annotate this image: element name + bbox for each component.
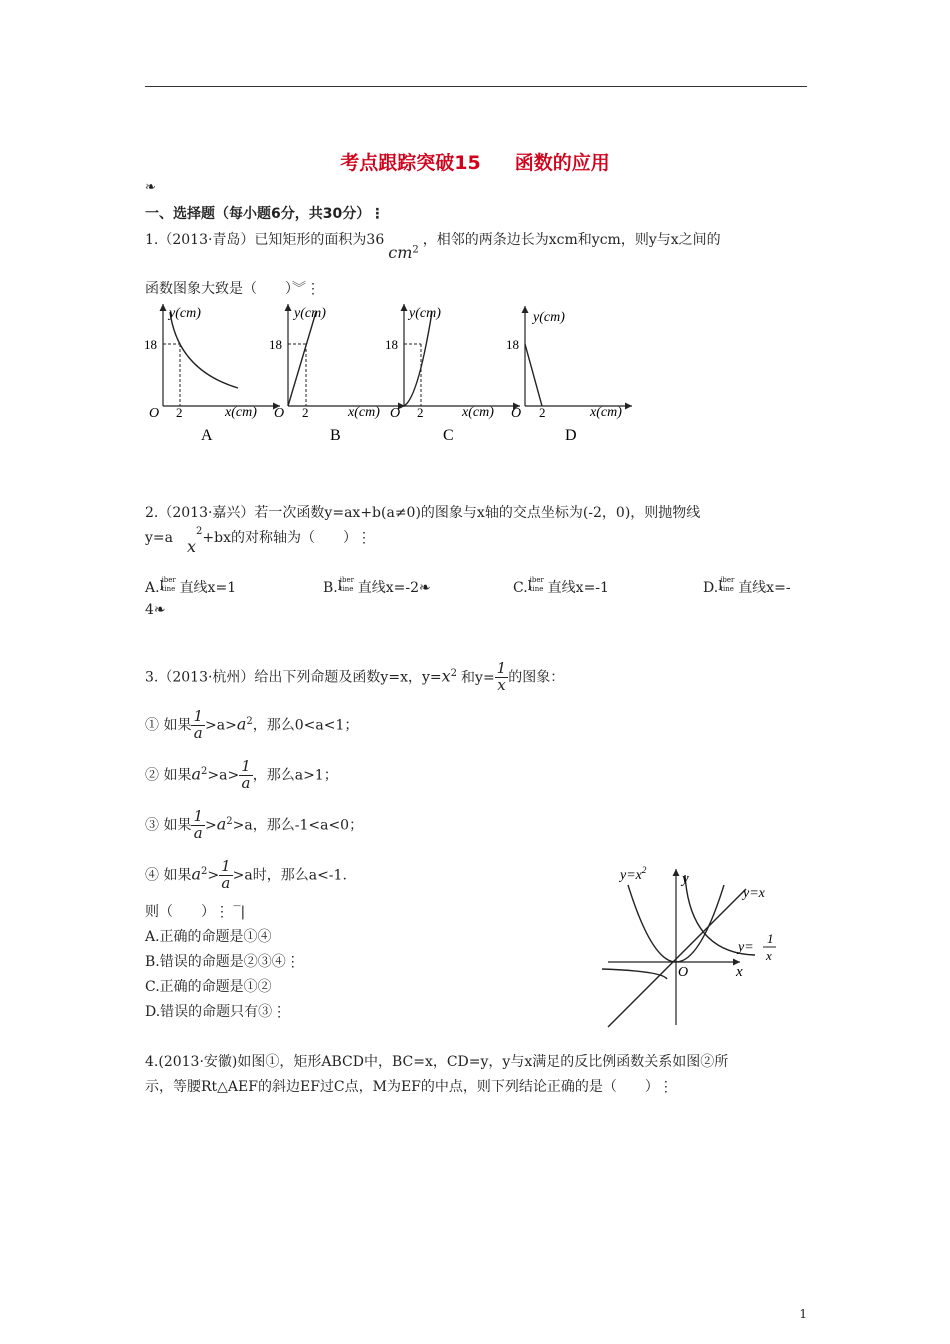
graph-c-xtick: 2 [417,405,424,420]
title-part2: 函数的应用 [514,152,610,174]
label-hyperbola-den: x [766,948,772,963]
q2-x-squared: x [187,537,197,556]
q4-line2: 示，等腰Rt△AEF的斜边EF过C点，M为EF的中点，则下列结论正确的是（ ）⋮ [145,1079,673,1095]
graph-c-ytick: 18 [385,337,398,352]
graph-b-xlabel: x(cm) [348,405,380,420]
graph-c-curve [404,312,432,406]
graph-b-line [288,312,316,406]
q2-line2-a: y=a [145,530,173,546]
q2-option-a: A. iber tine l 直线x=1 [145,576,237,596]
graph-d-ylabel: y(cm) [533,310,565,325]
q3-option-a: A.正确的命题是①④ [145,929,272,945]
q2-line2-b: +bx的对称轴为（ ）⋮ [202,530,371,546]
q2-option-d-wrap: 4❧ [145,602,166,618]
header-rule [145,86,807,87]
graph-a-label: A [201,427,213,444]
graph-c [385,304,520,444]
q3-option-b: B.错误的命题是②③④⋮ [145,954,300,970]
graph-c-xlabel: x(cm) [462,405,494,420]
graph-b-label: B [330,427,341,444]
q3-function-graph [600,855,800,1030]
q3-option-d: D.错误的命题只有③⋮ [145,1004,287,1020]
graph-d-xlabel: x(cm) [590,405,622,420]
q3-proposition-3: ③ 如果 $\frac{1}{a}$ $>a^2>a$，那么-1<a<0； [145,807,364,843]
label-x-axis: x [736,964,743,980]
label-y-axis: y [682,871,689,887]
graph-d [506,306,632,444]
ornament-mark: ❧ [145,180,156,195]
graph-c-ylabel: y(cm) [409,306,441,321]
q1-text: 1.（2013·青岛）已知矩形的面积为36 [145,232,385,248]
label-hyperbola-prefix: y= [738,940,754,955]
q3-intro: 3.（2013·杭州）给出下列命题及函数y=x，$y=x^2$ 和y= $\frac{1}{x}$ 的图象： [145,659,565,695]
graph-b [269,304,405,444]
q2-line2 [145,526,371,556]
q4-line1: 4.(2013·安徽)如图①，矩形ABCD中，BC=x，CD=y，y与x满足的反比例函数关系如图②所 [145,1054,729,1070]
graph-a-origin: O [149,406,160,421]
q2-exp: 2 [196,526,203,538]
graph-a-ylabel: y(cm) [169,306,201,321]
q1-line2: 函数图象大致是（ ）︾⋮ [145,281,320,297]
q1-line1 [145,229,721,262]
graph-d-label: D [565,427,577,444]
line-y-equals-x [608,889,746,1027]
graph-b-origin: O [274,406,285,421]
q3-then: 则（ ）⋮ ‾| [145,904,246,920]
page-title [0,148,950,175]
graph-c-origin: O [390,406,401,421]
graph-d-xtick: 2 [539,405,546,420]
label-origin: O [678,965,689,980]
label-parabola: $y=x^2$ [620,865,647,883]
q2-line1: 2.（2013·嘉兴）若一次函数y=ax+b(a≠0)的图象与x轴的交点坐标为(-2，0)，则抛物线 [145,505,701,521]
label-line: y=x [743,886,765,901]
graph-b-xtick: 2 [302,405,309,420]
title-part1: 考点跟踪突破15 [340,152,481,174]
q1-text-rest: ，相邻的两条边长为xcm和ycm，则y与x之间的 [422,232,721,248]
q3-proposition-1: ① 如果 $\frac{1}{a}$ $>a>a^2$，那么0<a<1； [145,707,359,743]
graph-c-label: C [443,427,454,444]
q1-unit: $cm^2$ [388,243,419,262]
q1-graphs [140,298,640,448]
graph-b-ylabel: y(cm) [294,306,326,321]
q2-option-d: D. iber tine l 直线x=- [703,576,791,596]
label-hyperbola-num: 1 [767,931,774,946]
graph-a-ytick: 18 [144,337,157,352]
graph-a [144,304,280,444]
page-number: 1 [799,1307,807,1321]
q2-option-b: B. iber tine l 直线x=-2❧ [323,576,431,596]
section-heading: 一、选择题（每小题6分，共30分）⋮ [145,206,385,222]
graph-d-ytick: 18 [506,337,519,352]
graph-b-ytick: 18 [269,337,282,352]
q3-option-c: C.正确的命题是①② [145,979,272,995]
graph-a-xtick: 2 [176,405,183,420]
graph-d-line [525,344,542,406]
q2-option-c: C. iber tine l 直线x=-1 [513,576,609,596]
q3-proposition-2: ② 如果$a^2>a>$ $\frac{1}{a}$ ，那么a>1； [145,757,338,793]
graph-a-xlabel: x(cm) [225,405,257,420]
graph-d-origin: O [511,406,522,421]
q3-proposition-4: ④ 如果$a^2>$ $\frac{1}{a}$ >a时，那么a<-1. [145,857,347,893]
